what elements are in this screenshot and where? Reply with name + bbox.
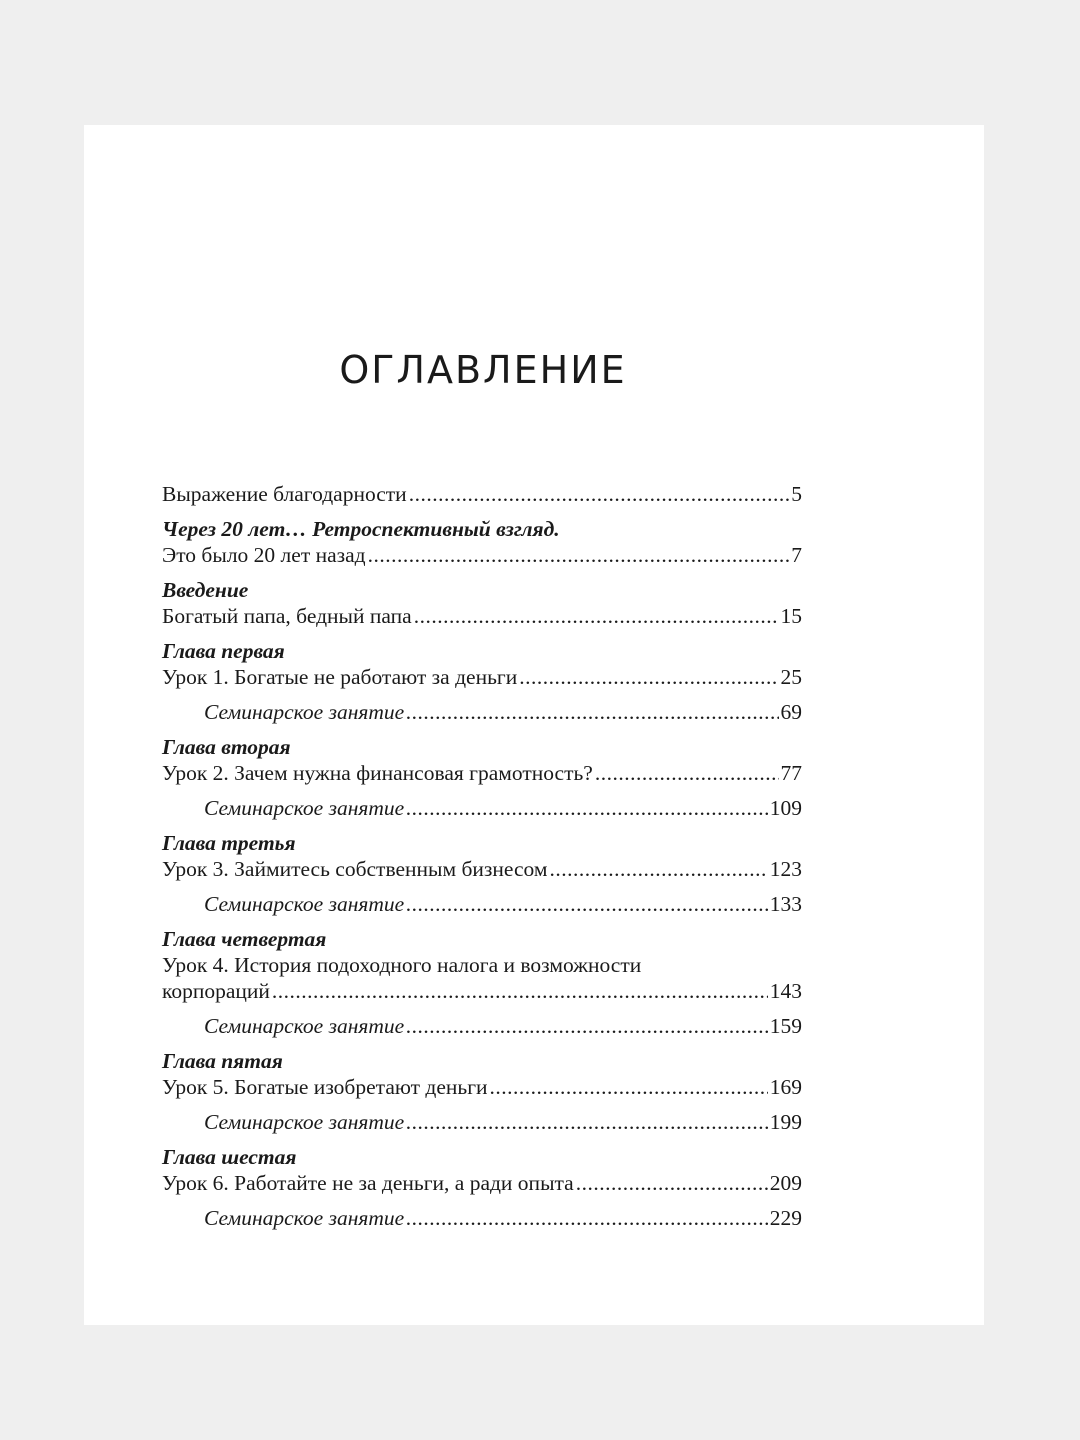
toc-heading-chapter-2: Глава вторая (162, 735, 291, 759)
toc-entry-lesson-6 (162, 1170, 802, 1196)
toc-entry-label: Это было 20 лет назад (162, 543, 366, 567)
toc-entry-lesson-4 (162, 978, 802, 1004)
toc-page-number: 109 (769, 796, 802, 820)
toc-entry-label: Урок 6. Работайте не за деньги, а ради опыта (162, 1171, 574, 1195)
toc-entry-seminar-2 (162, 795, 802, 821)
dot-leader (519, 664, 778, 690)
toc-entry-label: Урок 3. Займитесь собственным бизнесом (162, 857, 548, 881)
toc-entry-label: Урок 5. Богатые изобретают деньги (162, 1075, 488, 1099)
toc-entry-acknowledgements (162, 481, 802, 507)
toc-heading-chapter-1: Глава первая (162, 639, 285, 663)
toc-page-number: 169 (769, 1075, 802, 1099)
toc-entry-seminar-3 (162, 891, 802, 917)
toc-heading-retro: Через 20 лет… Ретроспективный взгляд. (162, 517, 560, 541)
toc-entry-label: Богатый папа, бедный папа (162, 604, 412, 628)
toc-page-number: 15 (780, 604, 802, 628)
dot-leader (406, 1109, 768, 1135)
toc-entry-seminar-1 (162, 699, 802, 725)
toc-page-number: 69 (780, 700, 802, 724)
toc-entry-lesson-4-line-1: Урок 4. История подоходного налога и возможности (162, 953, 642, 977)
toc-page-number: 143 (769, 979, 802, 1003)
toc-entry-lesson-1 (162, 664, 802, 690)
dot-leader (549, 856, 767, 882)
toc-entry-retro (162, 542, 802, 568)
toc-entry-lesson-3 (162, 856, 802, 882)
toc-heading-intro: Введение (162, 578, 249, 602)
toc-entry-seminar-6 (162, 1205, 802, 1231)
toc-entry-label: Семинарское занятие (204, 796, 405, 820)
toc-entry-intro (162, 603, 802, 629)
toc-heading-chapter-4: Глава четвертая (162, 927, 327, 951)
toc-entry-lesson-2 (162, 760, 802, 786)
dot-leader (414, 603, 779, 629)
toc-page-number: 7 (791, 543, 802, 567)
toc-entry-label: Урок 2. Зачем нужна финансовая грамотность? (162, 761, 593, 785)
toc-entry-label: Семинарское занятие (204, 1110, 405, 1134)
dot-leader (406, 891, 768, 917)
toc-heading-chapter-6: Глава шестая (162, 1145, 297, 1169)
toc-entry-label: Семинарское занятие (204, 700, 405, 724)
toc-entry-label: Семинарское занятие (204, 1014, 405, 1038)
toc-page-number: 5 (791, 482, 802, 506)
table-of-contents (162, 481, 802, 1231)
toc-entry-label: корпораций (162, 979, 270, 1003)
dot-leader (406, 699, 778, 725)
dot-leader (595, 760, 779, 786)
toc-page-number: 159 (769, 1014, 802, 1038)
dot-leader (272, 978, 768, 1004)
toc-entry-label: Семинарское занятие (204, 892, 405, 916)
toc-entry-lesson-5 (162, 1074, 802, 1100)
toc-page-number: 209 (769, 1171, 802, 1195)
toc-page-number: 77 (780, 761, 802, 785)
dot-leader (406, 795, 768, 821)
toc-page-number: 123 (769, 857, 802, 881)
dot-leader (368, 542, 790, 568)
toc-entry-label: Урок 1. Богатые не работают за деньги (162, 665, 518, 689)
dot-leader (406, 1013, 768, 1039)
page-title: ОГЛАВЛЕНИЕ (339, 348, 627, 392)
toc-page-number: 133 (769, 892, 802, 916)
toc-page-number: 199 (769, 1110, 802, 1134)
toc-entry-label: Семинарское занятие (204, 1206, 405, 1230)
toc-entry-label: Выражение благодарности (162, 482, 407, 506)
dot-leader (406, 1205, 768, 1231)
dot-leader (576, 1170, 768, 1196)
toc-heading-chapter-5: Глава пятая (162, 1049, 283, 1073)
toc-page-number: 25 (780, 665, 802, 689)
toc-entry-seminar-4 (162, 1013, 802, 1039)
toc-heading-chapter-3: Глава третья (162, 831, 296, 855)
toc-entry-seminar-5 (162, 1109, 802, 1135)
dot-leader (409, 481, 790, 507)
dot-leader (490, 1074, 768, 1100)
toc-page-number: 229 (769, 1206, 802, 1230)
